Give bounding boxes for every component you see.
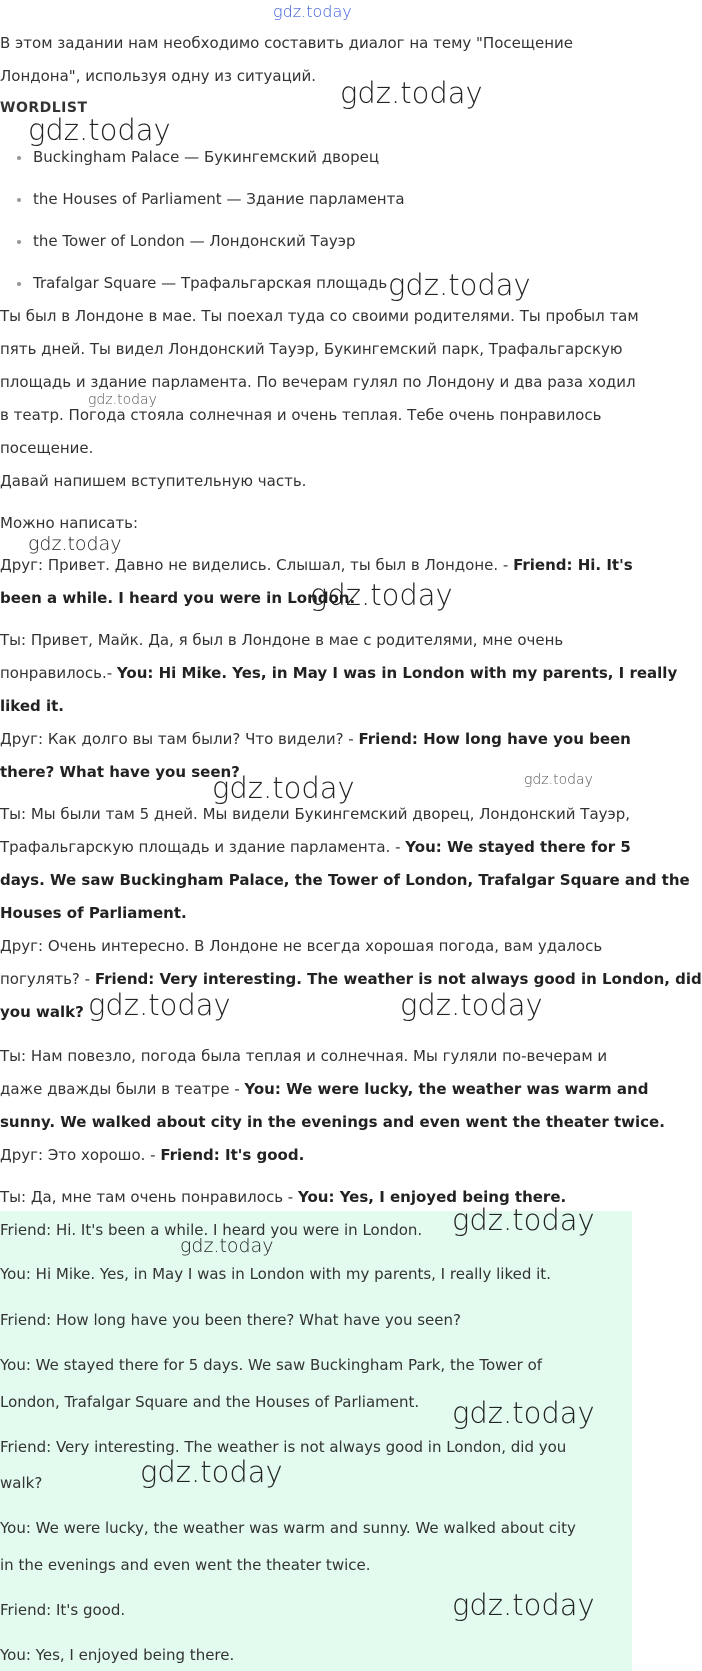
answer-line: Friend: Hi. It's been a while. I heard you were in London. (0, 1221, 423, 1239)
dialog-line: Друг: Очень интересно. В Лондоне не всегда хорошая погода, вам удалось (0, 937, 603, 955)
bullet-icon (17, 282, 21, 286)
dialog-line: been a while. I heard you were in London. (0, 589, 356, 607)
answer-line: London, Trafalgar Square and the Houses of Parliament. (0, 1393, 420, 1411)
dialog-line: Друг: Как долго вы там были? Что видели? - Friend: How long have you been (0, 730, 631, 748)
answer-line: Friend: How long have you been there? What have you seen? (0, 1311, 461, 1329)
wordlist-item: Trafalgar Square — Трафальгарская площадь (33, 274, 388, 292)
situation-line: посещение. (0, 439, 94, 457)
dialog-line: there? What have you seen? (0, 763, 240, 781)
answer-line: Friend: It's good. (0, 1601, 126, 1619)
watermark: gdz.today (340, 76, 483, 110)
dialog-line: погулять? - Friend: Very interesting. The weather is not always good in London, did (0, 970, 702, 988)
dialog-line: sunny. We walked about city in the evenings and even went the theater twice. (0, 1113, 665, 1131)
wordlist-item: Buckingham Palace — Букингемский дворец (33, 148, 380, 166)
dialog-line: Ты: Нам повезло, погода была теплая и солнечная. Мы гуляли по-вечерам и (0, 1047, 608, 1065)
watermark: gdz.today (28, 113, 171, 147)
watermark: gdz.today (452, 1203, 595, 1237)
answer-line: in the evenings and even went the theater twice. (0, 1556, 371, 1574)
bullet-icon (17, 240, 21, 244)
watermark: gdz.today (524, 772, 593, 788)
answer-line: walk? (0, 1474, 43, 1492)
watermark: gdz.today (310, 578, 453, 612)
watermark: gdz.today (388, 268, 531, 302)
wordlist-item: the Houses of Parliament — Здание парламента (33, 190, 405, 208)
answer-line: You: We were lucky, the weather was warm and sunny. We walked about city (0, 1519, 576, 1537)
dialog-line: Друг: Это хорошо. - Friend: It's good. (0, 1146, 305, 1164)
watermark: gdz.today (452, 1396, 595, 1430)
watermark: gdz.today (400, 988, 543, 1022)
bullet-icon (17, 198, 21, 202)
dialog-line: days. We saw Buckingham Palace, the Tower of London, Trafalgar Square and the (0, 871, 690, 889)
answer-line: You: Yes, I enjoyed being there. (0, 1646, 235, 1664)
situation-line: в театр. Погода стояла солнечная и очень теплая. Тебе очень понравилось (0, 406, 602, 424)
watermark: gdz.today (452, 1588, 595, 1622)
can-write-note: Можно написать: (0, 514, 139, 532)
watermark-top: gdz.today (273, 2, 352, 21)
wordlist-heading: WORDLIST (0, 100, 88, 116)
dialog-line: Ты: Да, мне там очень понравилось - You: Yes, I enjoyed being there. (0, 1188, 567, 1206)
intro-line-1: В этом задании нам необходимо составить диалог на тему "Посещение (0, 34, 574, 52)
watermark: gdz.today (88, 392, 157, 408)
dialog-line: Трафальгарскую площадь и здание парламента. - You: We stayed there for 5 (0, 838, 631, 856)
watermark: gdz.today (88, 988, 231, 1022)
answer-line: Friend: Very interesting. The weather is not always good in London, did you (0, 1438, 567, 1456)
watermark: gdz.today (28, 533, 122, 555)
watermark: gdz.today (212, 771, 355, 805)
dialog-line: Ты: Мы были там 5 дней. Мы видели Букингемский дворец, Лондонский Тауэр, (0, 805, 631, 823)
dialog-line: Ты: Привет, Майк. Да, я был в Лондоне в мае с родителями, мне очень (0, 631, 564, 649)
dialog-line: Друг: Привет. Давно не виделись. Слышал, ты был в Лондоне. - Friend: Hi. It's (0, 556, 633, 574)
watermark: gdz.today (140, 1455, 283, 1489)
situation-line: Ты был в Лондоне в мае. Ты поехал туда со своими родителями. Ты пробыл там (0, 307, 639, 325)
answer-line: You: Hi Mike. Yes, in May I was in London with my parents, I really liked it. (0, 1265, 551, 1283)
wordlist-item: the Tower of London — Лондонский Тауэр (33, 232, 356, 250)
dialog-line: даже дважды были в театре - You: We were lucky, the weather was warm and (0, 1080, 649, 1098)
dialog-line: понравилось.- You: Hi Mike. Yes, in May I was in London with my parents, I really (0, 664, 678, 682)
bullet-icon (17, 156, 21, 160)
situation-line: площадь и здание парламента. По вечерам гулял по Лондону и два раза ходил (0, 373, 636, 391)
intro-line-2: Лондона", используя одну из ситуаций. (0, 67, 317, 85)
intro-part-note: Давай напишем вступительную часть. (0, 472, 307, 490)
dialog-line: Houses of Parliament. (0, 904, 187, 922)
watermark: gdz.today (180, 1235, 274, 1257)
answer-line: You: We stayed there for 5 days. We saw Buckingham Park, the Tower of (0, 1356, 543, 1374)
dialog-line: you walk? (0, 1003, 84, 1021)
dialog-line: liked it. (0, 697, 64, 715)
situation-line: пять дней. Ты видел Лондонский Тауэр, Букингемский парк, Трафальгарскую (0, 340, 623, 358)
